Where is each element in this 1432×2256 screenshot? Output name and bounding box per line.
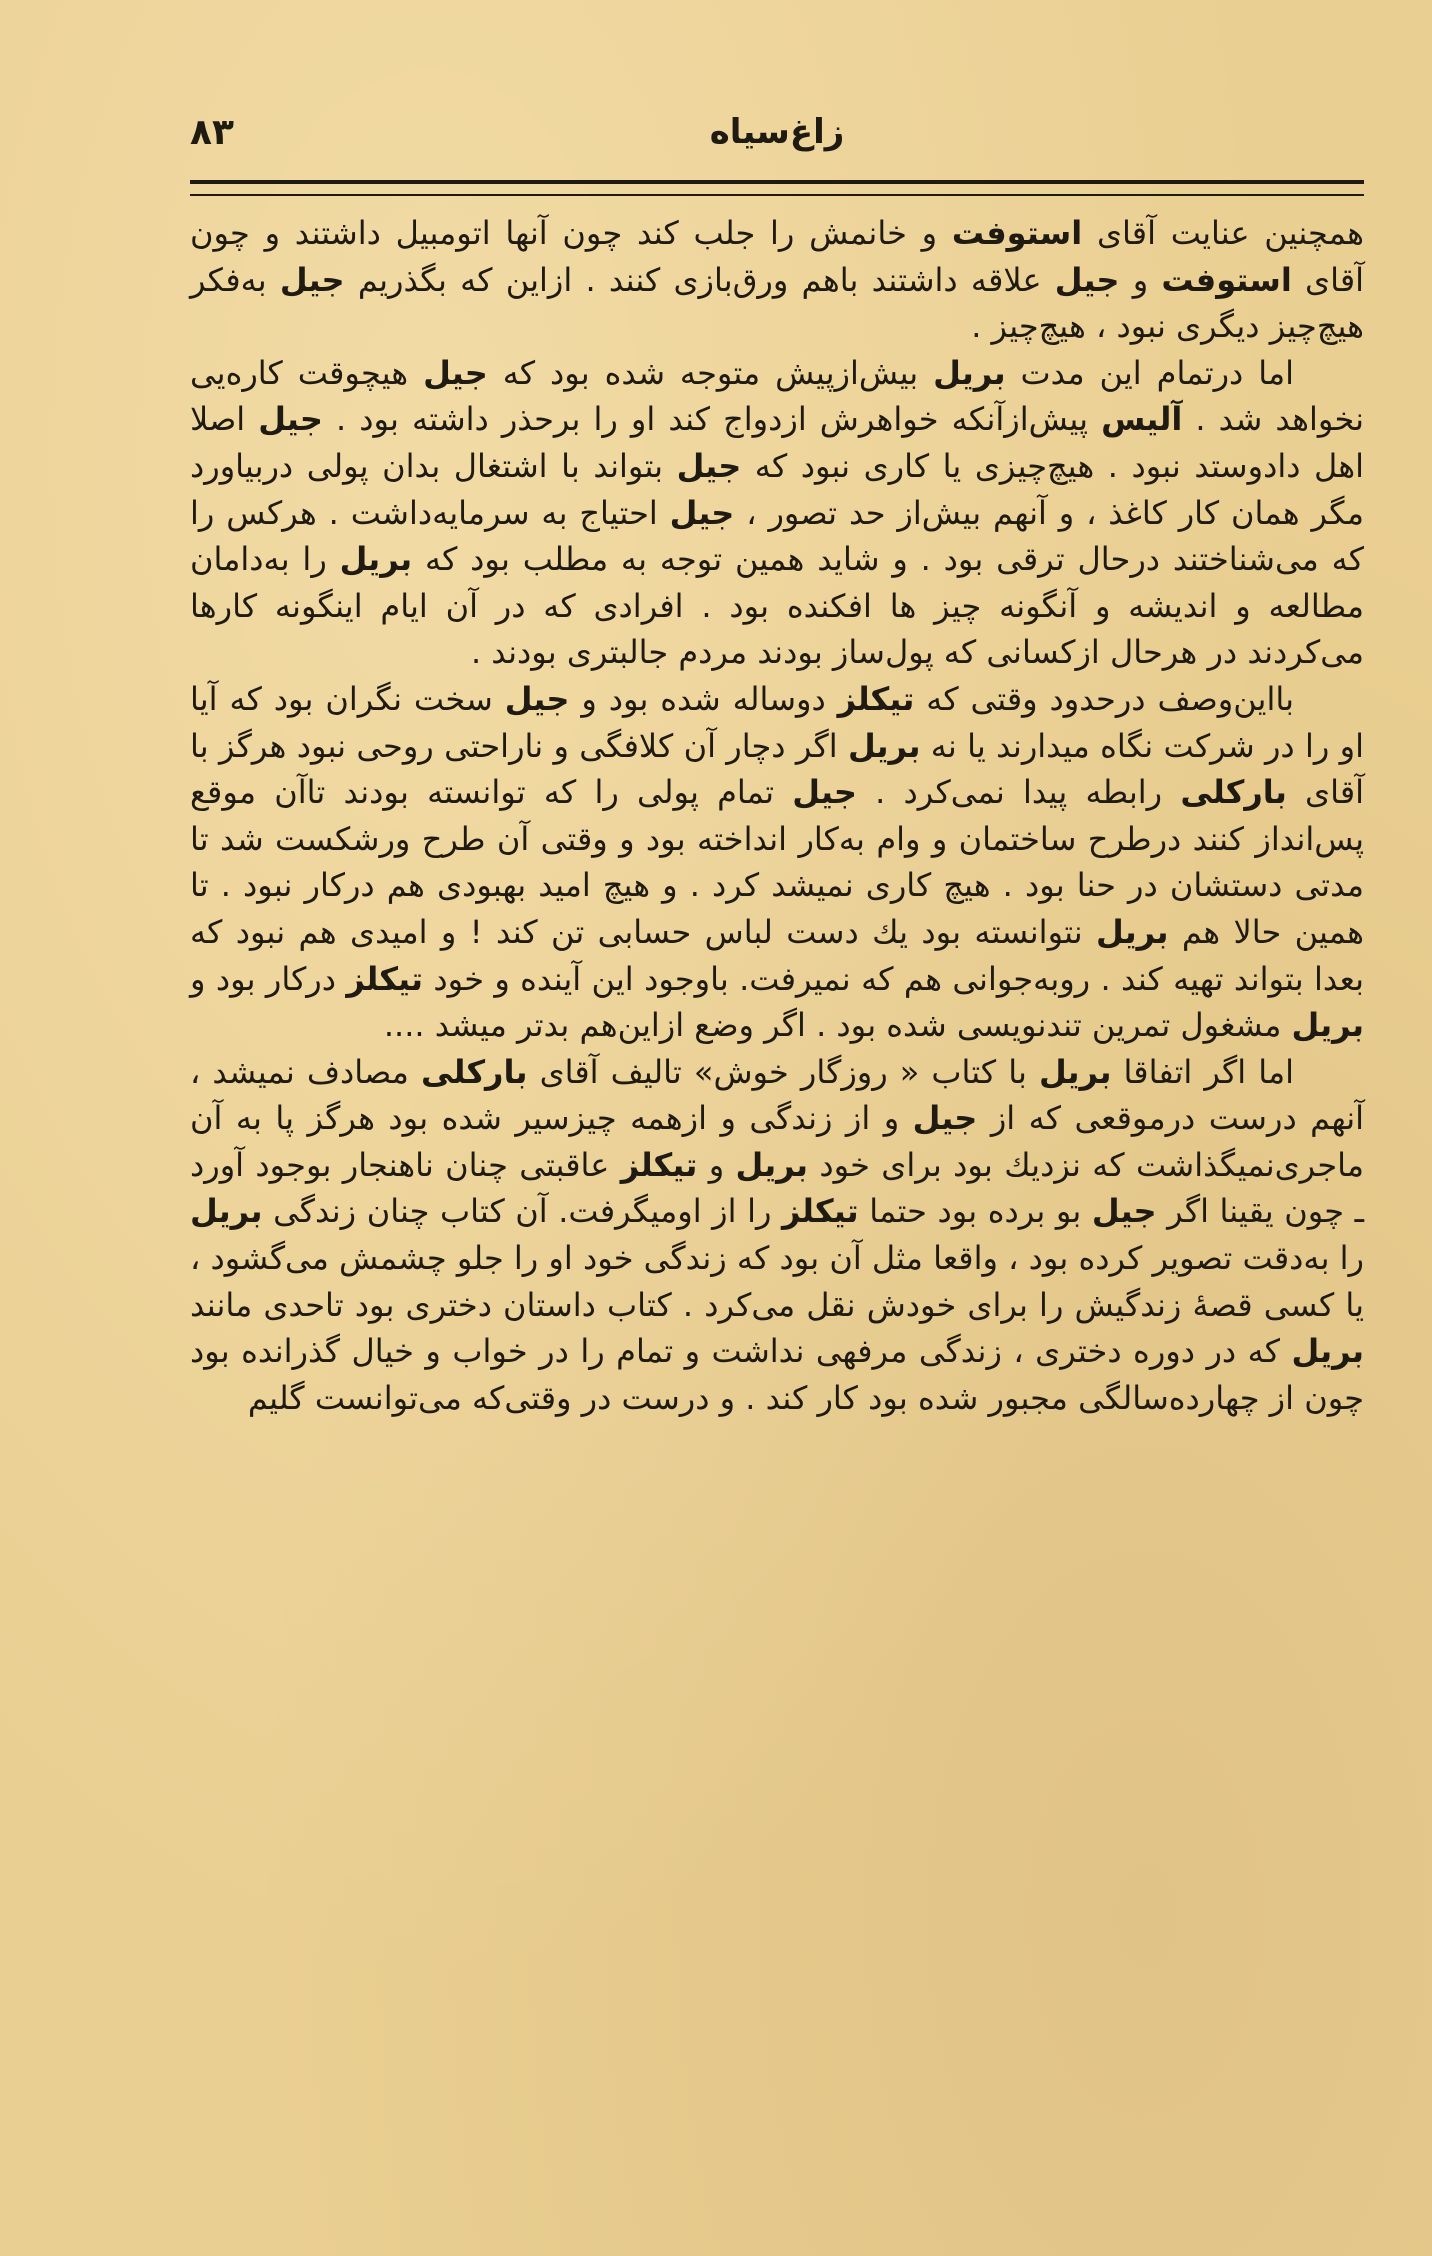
character-name: بارکلی bbox=[421, 1052, 528, 1091]
character-name: آلیس bbox=[1101, 400, 1183, 439]
text-run: مشغول تمرین تندنویسی شده بود . اگر وضع ازاین‌هم بدتر میشد .... bbox=[383, 1006, 1292, 1045]
character-name: تیکلز bbox=[346, 959, 424, 998]
text-run: هیچوقت کاره‌یی نخواهد شد . bbox=[190, 353, 1365, 439]
text-run: را از اومیگرفت. آن کتاب چنان زندگی bbox=[262, 1192, 783, 1231]
character-name: بریل bbox=[1096, 912, 1169, 951]
text-run: تمام پولی را که توانسته بودند تاآن موقع پس‌انداز کنند درطرح ساختمان و وام به‌کار انداخته بود و وقتی آن طرح ورشکست شد تا مدتی دستشان در حنا بود . هیچ کاری نمیشد کرد . و هیچ امید بهبودی هم درکار نبود . تا همین حالا هم bbox=[190, 773, 1365, 951]
text-run: رابطه پیدا نمی‌کرد . bbox=[856, 773, 1181, 812]
text-run: علاقه داشتند باهم ورق‌بازی کنند . ازاین که بگذریم bbox=[344, 260, 1055, 299]
paragraph bbox=[190, 210, 1364, 350]
character-name: جیل bbox=[669, 493, 735, 532]
character-name: بریل bbox=[1291, 1006, 1364, 1045]
character-name: بریل bbox=[1038, 1052, 1112, 1091]
character-name: بریل bbox=[190, 1192, 263, 1231]
text-run: و bbox=[1119, 260, 1162, 299]
text-run: بیش‌ازپیش متوجه شده بود که bbox=[487, 353, 934, 392]
text-run: اما اگر اتفاقا bbox=[1111, 1052, 1295, 1091]
character-name: بریل bbox=[339, 540, 413, 579]
text-run: را به‌دقت تصویر کرده بود ، واقعا مثل آن بود که زندگی خود او را جلو چشمش می‌گشود ، یا کسی قصهٔ زندگیش را برای خودش نقل می‌کرد . کتاب داستان دختری بود تاحدی مانند bbox=[189, 1239, 1364, 1324]
character-name: جیل bbox=[279, 260, 345, 299]
character-name: جیل bbox=[912, 1099, 978, 1138]
character-name: جیل bbox=[792, 773, 857, 812]
paragraph bbox=[190, 350, 1364, 676]
body-text bbox=[190, 210, 1364, 1421]
character-name: بریل bbox=[1291, 1332, 1364, 1371]
character-name: استوفت bbox=[951, 214, 1083, 252]
text-run: بتواند با اشتغال بدان پولی دربیاورد مگر همان کار کاغذ ، و آنهم بیش‌از حد تصور ، bbox=[190, 446, 1365, 532]
character-name: بریل bbox=[933, 353, 1006, 392]
text-run: پیش‌ازآنکه خواهرش ازدواج کند او را برحذر داشته بود . bbox=[322, 400, 1102, 439]
text-run: بو برده بود حتما bbox=[858, 1192, 1092, 1231]
character-name: تیکلز bbox=[620, 1145, 698, 1184]
text-run: اگر دچار آن کلافگی و ناراحتی روحی نبود هرگز با آقای bbox=[190, 726, 1365, 812]
text-run: سخت نگران بود که آیا او را در شرکت نگاه میدارند یا نه bbox=[190, 679, 1365, 765]
page-number: ۸۳ bbox=[190, 112, 234, 153]
text-run: و خانمش را جلب کند چون آنها اتومبیل داشتند و چون آقای bbox=[190, 214, 1365, 299]
paragraph bbox=[190, 1049, 1364, 1422]
text-run: به‌فکر هیچ‌چیز دیگری نبود ، هیچ‌چیز . bbox=[190, 260, 1364, 346]
text-run: درکار بود و bbox=[190, 959, 347, 998]
text-run: با کتاب « روزگار خوش» تالیف آقای bbox=[527, 1052, 1039, 1091]
page-header bbox=[190, 112, 1364, 172]
text-run: و از زندگی و ازهمه چیزسیر شده بود هرگز پا به آن ماجری‌نمیگذاشت که نزدیك بود برای خود bbox=[190, 1099, 1365, 1184]
text-run: نتوانسته بود یك دست لباس حسابی تن کند ! و امیدی هم نبود که بعدا بتواند تهیه کند . روبه‌جوانی هم که نمیرفت. باوجود این آینده و خود bbox=[190, 912, 1365, 998]
character-name: جیل bbox=[1054, 260, 1120, 299]
text-run: اصلا اهل دادوستد نبود . هیچ‌چیزی یا کاری نبود که bbox=[190, 400, 1365, 485]
character-name: بریل bbox=[735, 1145, 809, 1184]
character-name: جیل bbox=[258, 400, 323, 439]
character-name: استوفت bbox=[1161, 260, 1292, 299]
text-run: همچنین عنایت آقای bbox=[1082, 214, 1365, 252]
character-name: جیل bbox=[1091, 1192, 1157, 1231]
character-name: جیل bbox=[423, 353, 488, 392]
text-run: احتیاج به سرمایه‌داشت . هرکس را که می‌شناختند درحال ترقی بود . و شاید همین توجه به مطلب بود که bbox=[190, 493, 1365, 579]
character-name: جیل bbox=[504, 679, 570, 718]
text-run: دوساله شده بود و bbox=[569, 679, 838, 718]
character-name: تیکلز bbox=[782, 1192, 859, 1231]
paragraph bbox=[190, 676, 1364, 1049]
text-run: را به‌دامان مطالعه و اندیشه و آنگونه چیز ها افکنده بود . افرادی که در آن ایام اینگونه کارها می‌کردند در هرحال ازکسانی که پول‌ساز بودند مردم جالبتری بودند . bbox=[190, 540, 1364, 672]
text-run: اما درتمام این مدت bbox=[1005, 353, 1295, 392]
running-title: زاغ‌سیاه bbox=[709, 112, 845, 152]
text-run: عاقبتی چنان ناهنجار بوجود آورد ـ چون یقینا اگر bbox=[190, 1145, 1365, 1231]
character-name: جیل bbox=[676, 446, 742, 485]
character-name: بارکلی bbox=[1180, 773, 1287, 812]
text-run: مصادف نمیشد ، آنهم درست درموقعی که از bbox=[190, 1052, 1365, 1138]
character-name: تیکلز bbox=[837, 679, 915, 718]
character-name: بریل bbox=[847, 726, 921, 765]
text-run: که در دوره دختری ، زندگی مرفهی نداشت و تمام را در خواب و خیال گذرانده بود چون از چهارده‌سالگی مجبور شده بود کار کند . و درست در وقتی‌که می‌توانست گلیم bbox=[190, 1332, 1364, 1417]
text-run: بااین‌وصف درحدود وقتی که bbox=[914, 679, 1295, 718]
header-double-rule bbox=[190, 180, 1364, 196]
text-run: و bbox=[697, 1145, 736, 1184]
